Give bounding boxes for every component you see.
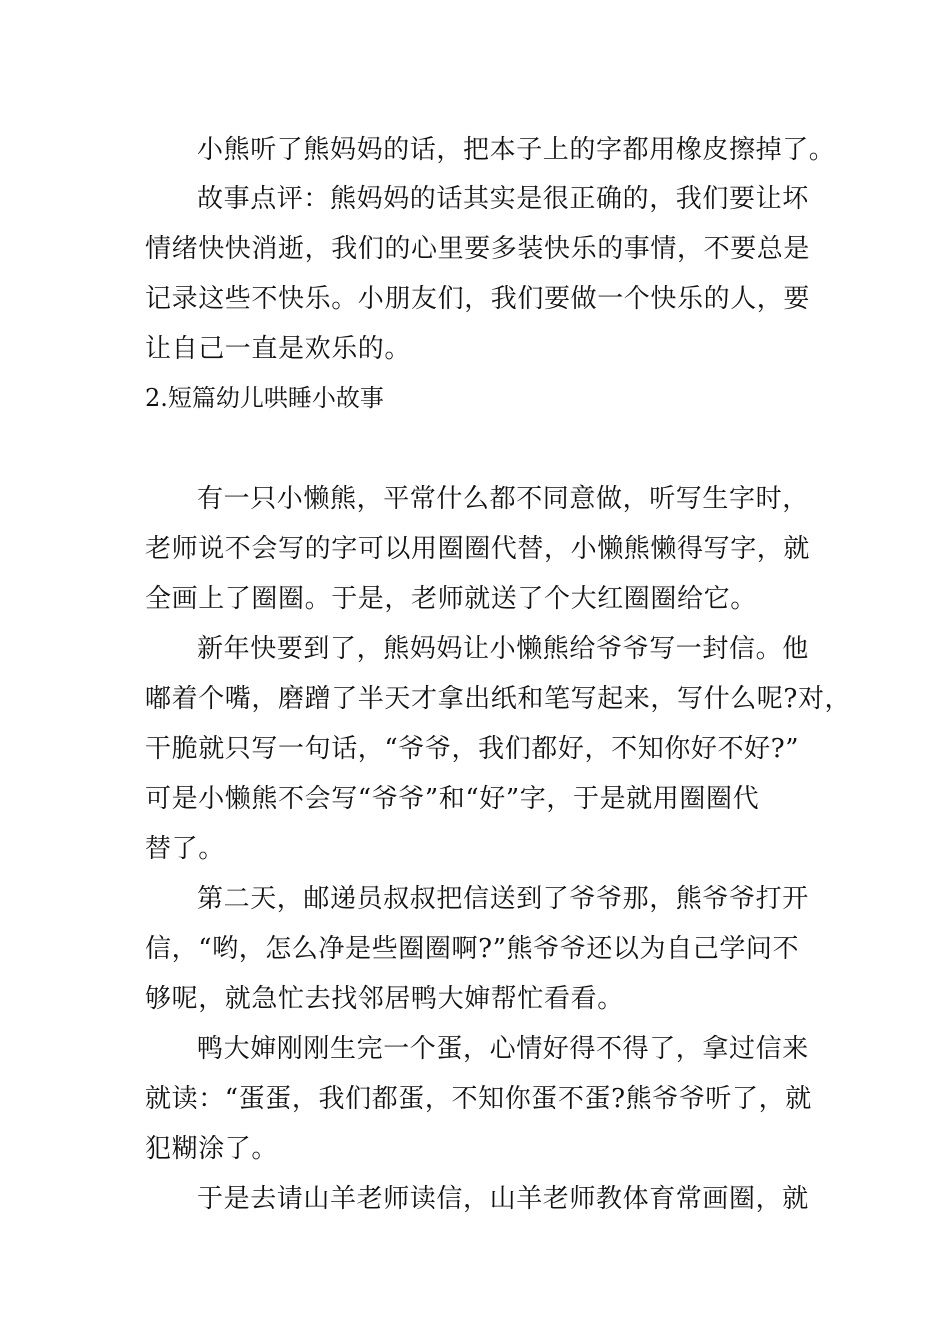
paragraph-line: 老师说不会写的字可以用圈圈代替，小懒熊懒得写字，就 [145,534,811,564]
paragraph-line: 鸭大婶刚刚生完一个蛋，心情好得不得了，拿过信来 [197,1034,809,1064]
paragraph-line: 有一只小懒熊，平常什么都不同意做，听写生字时， [197,484,809,514]
paragraph-line: 可是小懒熊不会写“爷爷”和“好”字，于是就用圈圈代 [145,784,760,814]
paragraph-line: 第二天，邮递员叔叔把信送到了爷爷那，熊爷爷打开 [197,884,809,914]
paragraph-line: 新年快要到了，熊妈妈让小懒熊给爷爷写一封信。他 [197,634,809,664]
section-heading: 2.短篇幼儿哄睡小故事 [145,384,384,412]
paragraph-line: 替了。 [145,834,225,864]
paragraph-line: 够呢，就急忙去找邻居鸭大婶帮忙看看。 [145,984,624,1014]
paragraph-line: 情绪快快消逝，我们的心里要多装快乐的事情，不要总是 [145,234,811,264]
paragraph-line: 嘟着个嘴，磨蹭了半天才拿出纸和笔写起来，写什么呢?对， [145,684,852,714]
paragraph-line: 干脆就只写一句话，“爷爷，我们都好，不知你好不好?” [145,734,800,764]
paragraph-line: 犯糊涂了。 [145,1134,279,1164]
paragraph-line: 全画上了圈圈。于是，老师就送了个大红圈圈给它。 [145,584,757,614]
paragraph-line: 信，“哟，怎么净是些圈圈啊?”熊爷爷还以为自己学问不 [145,934,800,964]
paragraph-line: 记录这些不快乐。小朋友们，我们要做一个快乐的人，要 [145,284,811,314]
paragraph-line: 于是去请山羊老师读信，山羊老师教体育常画圈，就 [197,1184,809,1214]
paragraph-line: 故事点评：熊妈妈的话其实是很正确的，我们要让坏 [197,184,809,214]
paragraph-line: 让自己一直是欢乐的。 [145,334,412,364]
paragraph-line: 小熊听了熊妈妈的话，把本子上的字都用橡皮擦掉了。 [197,135,836,165]
paragraph-line: 就读：“蛋蛋，我们都蛋，不知你蛋不蛋?熊爷爷听了，就 [145,1084,812,1114]
